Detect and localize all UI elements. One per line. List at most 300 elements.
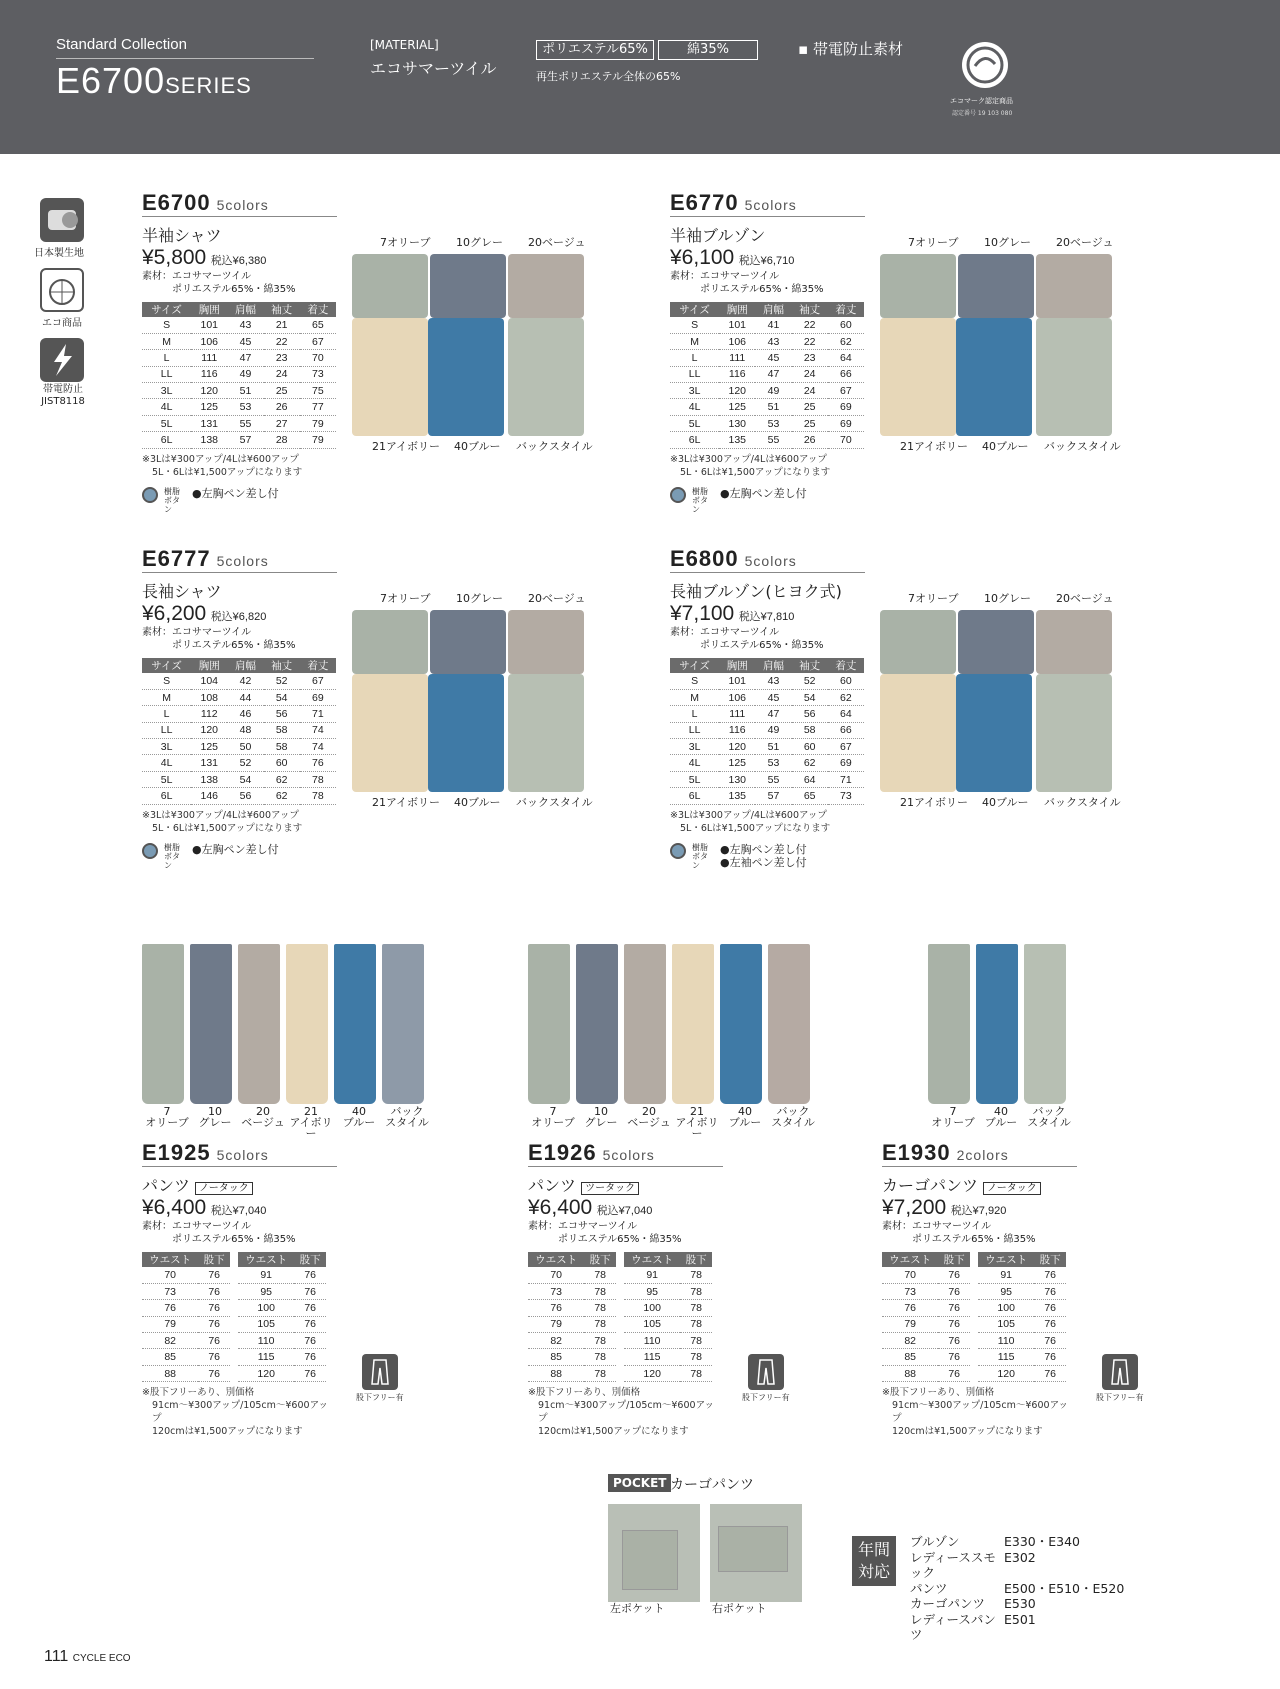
size-note: ※3Lは¥300アップ/4Lは¥600アップ <box>142 809 299 821</box>
fiber-line: ポリエステル65%・綿35% <box>558 1234 682 1245</box>
table-cell: 66 <box>828 722 864 738</box>
table-cell: 106 <box>719 689 755 705</box>
table-cell: 120 <box>191 722 227 738</box>
table-row: 115 76 <box>238 1349 326 1365</box>
product-code: E1930 2colors <box>882 1140 1009 1165</box>
table-cell: 69 <box>828 399 864 415</box>
size-table-header: 胸囲 <box>191 658 227 673</box>
button-label: 樹脂ボタン <box>164 842 180 870</box>
size-table-header: サイズ <box>142 302 191 317</box>
table-cell: 67 <box>828 739 864 755</box>
table-row <box>142 755 336 771</box>
product-name: 半袖ブルゾン <box>670 226 766 245</box>
product-code: E1925 5colors <box>142 1140 269 1165</box>
table-cell: 66 <box>828 366 864 382</box>
size-note: ※3Lは¥300アップ/4Lは¥600アップ <box>670 809 827 821</box>
pants-color-label: 21 アイボリー <box>675 1105 719 1140</box>
table-row: 82 76 <box>142 1333 230 1349</box>
feature-list: ●左胸ペン差し付 ●左袖ペン差し付 <box>720 842 807 869</box>
table-row: 110 76 <box>978 1333 1066 1349</box>
size-table <box>670 658 864 805</box>
table-cell: 52 <box>227 755 263 771</box>
resin-button-icon <box>670 487 686 503</box>
pants-photo <box>528 944 570 1104</box>
table-cell: 55 <box>755 432 791 448</box>
pants-photo <box>238 944 280 1104</box>
resin-button-icon <box>142 487 158 503</box>
product-name: 半袖シャツ <box>142 226 222 245</box>
table-cell: 43 <box>755 673 791 689</box>
material-name: エコサマーツイル <box>370 59 497 78</box>
size-table-header: サイズ <box>670 302 719 317</box>
fiber-line: ポリエステル65%・綿35% <box>172 640 296 651</box>
table-cell: 54 <box>227 771 263 787</box>
features-row <box>670 843 865 870</box>
eco-mark-label: エコマーク認定商品 <box>950 97 1013 105</box>
table-row: 70 78 <box>528 1267 616 1283</box>
color-label-ivory: 21アイボリー <box>900 796 969 809</box>
table-cell: 49 <box>227 366 263 382</box>
table-cell: 106 <box>191 333 227 349</box>
pants-photo <box>334 944 376 1104</box>
table-row <box>670 432 864 448</box>
inseam-note: 120cmは¥1,500アップになります <box>892 1426 1043 1438</box>
table-cell: 53 <box>227 399 263 415</box>
table-cell: 104 <box>191 673 227 689</box>
table-cell: 4L <box>142 755 191 771</box>
table-row: 110 78 <box>624 1333 712 1349</box>
table-cell: 78 <box>300 771 336 787</box>
product-E6800 <box>670 546 865 870</box>
table-row: 95 76 <box>238 1283 326 1299</box>
table-row: 91 76 <box>978 1267 1066 1283</box>
table-cell: 49 <box>755 383 791 399</box>
table-row <box>142 366 336 382</box>
resin-button-icon <box>670 843 686 859</box>
table-cell: 51 <box>755 399 791 415</box>
table-cell: 6L <box>670 788 719 804</box>
table-cell: 111 <box>719 706 755 722</box>
feature-antistatic: ▪ 帯電防止素材 <box>798 40 903 58</box>
size-table-header: 肩幅 <box>755 658 791 673</box>
inseam-note: ※股下フリーあり、別価格 <box>528 1387 641 1399</box>
color-label-ivory: 21アイボリー <box>372 440 441 453</box>
pants-color-label: 20 ベージュ <box>241 1105 285 1129</box>
waist-tables <box>142 1252 337 1382</box>
table-row <box>142 673 336 689</box>
table-cell: 57 <box>755 788 791 804</box>
size-table-header: 袖丈 <box>264 302 300 317</box>
table-cell: 43 <box>227 317 263 333</box>
table-cell: 44 <box>227 689 263 705</box>
table-cell: 6L <box>670 432 719 448</box>
table-cell: 130 <box>719 771 755 787</box>
color-label-olive: 7オリーブ <box>380 592 431 605</box>
table-cell: 65 <box>300 317 336 333</box>
garment-photo <box>956 674 1032 792</box>
table-cell: LL <box>142 722 191 738</box>
fiber-line: ポリエステル65%・綿35% <box>172 284 296 295</box>
table-row <box>142 689 336 705</box>
table-row: 88 76 <box>142 1365 230 1381</box>
size-note: 5L・6Lは¥1,500アップになります <box>152 822 303 834</box>
table-cell: 22 <box>792 317 828 333</box>
table-cell: 53 <box>755 415 791 431</box>
product-E1925 <box>142 1140 337 1438</box>
table-row <box>142 383 336 399</box>
table-row: 76 78 <box>528 1300 616 1316</box>
pants-photo <box>576 944 618 1104</box>
table-cell: 5L <box>670 415 719 431</box>
table-cell: 112 <box>191 706 227 722</box>
table-cell: 70 <box>828 432 864 448</box>
table-cell: 116 <box>191 366 227 382</box>
table-cell: 62 <box>828 689 864 705</box>
price: ¥7,200 税込¥7,920 <box>882 1196 1007 1219</box>
table-cell: 43 <box>755 333 791 349</box>
table-cell: 64 <box>828 706 864 722</box>
color-label-gray: 10グレー <box>456 236 503 249</box>
inseam-free-label: 股下フリー有 <box>1096 1393 1144 1402</box>
table-cell: 71 <box>300 706 336 722</box>
product-name: パンツ ツータック <box>528 1173 723 1196</box>
table-cell: 56 <box>264 706 300 722</box>
table-cell: 25 <box>792 399 828 415</box>
material-line: 素材：エコサマーツイル <box>528 1221 638 1232</box>
table-row: 100 76 <box>238 1300 326 1316</box>
waist-table: ウエスト 股下 70 76 73 76 76 76 79 76 82 76 85 76 88 76 <box>142 1252 230 1382</box>
table-row <box>142 415 336 431</box>
color-label-olive: 7オリーブ <box>908 236 959 249</box>
table-cell: 22 <box>792 333 828 349</box>
table-cell: L <box>670 706 719 722</box>
table-row: 120 76 <box>978 1365 1066 1381</box>
year-round-item: レディーススモック E302 <box>910 1549 1036 1580</box>
inseam-free-label: 股下フリー有 <box>742 1393 790 1402</box>
table-cell: 116 <box>719 722 755 738</box>
fiber-badge-polyester: ポリエステル65% <box>536 40 654 60</box>
color-label-ivory: 21アイボリー <box>372 796 441 809</box>
year-round-list <box>910 1534 1124 1643</box>
table-cell: 76 <box>300 755 336 771</box>
table-row <box>670 350 864 366</box>
table-cell: 64 <box>792 771 828 787</box>
garment-photo <box>428 318 504 436</box>
product-code: E6777 5colors <box>142 546 269 571</box>
table-cell: 26 <box>264 399 300 415</box>
table-cell: 23 <box>792 350 828 366</box>
color-label-ivory: 21アイボリー <box>900 440 969 453</box>
product-code: E6700 5colors <box>142 190 269 215</box>
table-cell: 51 <box>755 739 791 755</box>
inseam-note: 91cm〜¥300アップ/105cm〜¥600アップ <box>538 1400 714 1425</box>
table-cell: 62 <box>264 771 300 787</box>
garment-photo <box>880 254 956 318</box>
eco-mark-number: 認定番号 19 103 080 <box>952 110 1013 117</box>
table-row: 95 76 <box>978 1283 1066 1299</box>
table-row: 105 78 <box>624 1316 712 1332</box>
table-cell: 73 <box>300 366 336 382</box>
table-cell: 125 <box>191 399 227 415</box>
table-cell: 138 <box>191 771 227 787</box>
material-line: 素材：エコサマーツイル <box>670 627 780 638</box>
inseam-note: 120cmは¥1,500アップになります <box>152 1426 303 1438</box>
color-label-blue: 40ブルー <box>982 796 1029 809</box>
table-cell: 25 <box>792 415 828 431</box>
table-row <box>142 739 336 755</box>
color-label-beige: 20ベージュ <box>528 592 586 605</box>
garment-photo <box>1036 318 1112 436</box>
button-label: 樹脂ボタン <box>692 842 708 870</box>
garment-photo <box>1036 254 1112 318</box>
table-cell: 23 <box>264 350 300 366</box>
inseam-free-icon <box>1102 1354 1138 1390</box>
table-cell: 46 <box>227 706 263 722</box>
table-row: 70 76 <box>882 1267 970 1283</box>
table-cell: L <box>142 350 191 366</box>
table-row <box>142 432 336 448</box>
size-table-header: サイズ <box>670 658 719 673</box>
table-row <box>142 771 336 787</box>
table-cell: 65 <box>792 788 828 804</box>
table-cell: 5L <box>670 771 719 787</box>
garment-photo <box>1036 610 1112 674</box>
product-E1926 <box>528 1140 723 1438</box>
inseam-note: ※股下フリーあり、別価格 <box>142 1387 255 1399</box>
table-cell: 24 <box>792 366 828 382</box>
table-cell: 135 <box>719 788 755 804</box>
fiber-badge-cotton: 綿35% <box>658 40 758 60</box>
table-row: 100 78 <box>624 1300 712 1316</box>
page-number: 111 CYCLE ECO <box>44 1648 131 1665</box>
table-row: 95 78 <box>624 1283 712 1299</box>
garment-photo <box>430 254 506 318</box>
antistatic-label: 帯電防止 JIST8118 <box>41 384 85 407</box>
table-cell: 53 <box>755 755 791 771</box>
table-cell: 58 <box>264 722 300 738</box>
table-cell: 24 <box>264 366 300 382</box>
table-cell: 4L <box>142 399 191 415</box>
product-name: 長袖シャツ <box>142 582 222 601</box>
code-underline <box>670 216 865 217</box>
table-row <box>142 317 336 333</box>
product-name: カーゴパンツ ノータック <box>882 1173 1077 1196</box>
table-cell: 67 <box>300 333 336 349</box>
table-row: 105 76 <box>978 1316 1066 1332</box>
garment-photo <box>880 610 956 674</box>
code-underline <box>142 572 337 573</box>
table-cell: 45 <box>227 333 263 349</box>
pants-photo <box>768 944 810 1104</box>
inseam-note: 91cm〜¥300アップ/105cm〜¥600アップ <box>892 1400 1068 1425</box>
garment-photo <box>352 610 428 674</box>
table-cell: M <box>142 689 191 705</box>
fiber-line: ポリエステル65%・綿35% <box>912 1234 1036 1245</box>
table-cell: S <box>142 317 191 333</box>
size-table-header: 胸囲 <box>719 302 755 317</box>
table-row: 85 76 <box>142 1349 230 1365</box>
waist-table: ウエスト 股下 91 76 95 76 100 76 105 76 110 76 115 76 120 76 <box>238 1252 326 1382</box>
table-cell: 58 <box>792 722 828 738</box>
table-cell: 3L <box>142 383 191 399</box>
color-label-beige: 20ベージュ <box>1056 592 1114 605</box>
table-row <box>142 706 336 722</box>
pants-photo <box>190 944 232 1104</box>
garment-photo <box>352 318 428 436</box>
pants-color-label: 7 オリーブ <box>145 1105 189 1129</box>
table-cell: 125 <box>719 399 755 415</box>
table-cell: 54 <box>264 689 300 705</box>
pants-color-label: 10 グレー <box>198 1105 232 1129</box>
table-cell: 101 <box>191 317 227 333</box>
pants-color-label: 40 ブルー <box>984 1105 1018 1129</box>
table-cell: 111 <box>191 350 227 366</box>
material-line: 素材：エコサマーツイル <box>142 271 252 282</box>
table-cell: 3L <box>142 739 191 755</box>
table-row <box>670 366 864 382</box>
product-code: E6770 5colors <box>670 190 797 215</box>
resin-button-icon <box>142 843 158 859</box>
table-cell: 64 <box>828 350 864 366</box>
year-round-item: パンツ E500・E510・E520 <box>910 1580 1125 1596</box>
table-row <box>670 317 864 333</box>
price: ¥5,800 税込¥6,380 <box>142 246 267 269</box>
table-cell: 111 <box>719 350 755 366</box>
color-label-gray: 10グレー <box>984 592 1031 605</box>
inseam-free-label: 股下フリー有 <box>356 1393 404 1402</box>
size-table-header: 着丈 <box>828 302 864 317</box>
pants-color-label: 21 アイボリー <box>289 1105 333 1140</box>
table-cell: 28 <box>264 432 300 448</box>
year-round-item: レディースパンツ E501 <box>910 1611 1036 1642</box>
table-cell: 4L <box>670 755 719 771</box>
inseam-note: 120cmは¥1,500アップになります <box>538 1426 689 1438</box>
table-cell: 4L <box>670 399 719 415</box>
material-line: 素材：エコサマーツイル <box>882 1221 992 1232</box>
material-line: 素材：エコサマーツイル <box>142 627 252 638</box>
table-cell: 21 <box>264 317 300 333</box>
size-table-header: 肩幅 <box>227 658 263 673</box>
table-cell: M <box>670 689 719 705</box>
table-cell: 41 <box>755 317 791 333</box>
color-label-gray: 10グレー <box>456 592 503 605</box>
table-cell: 60 <box>792 739 828 755</box>
table-cell: 62 <box>828 333 864 349</box>
table-row: 79 76 <box>142 1316 230 1332</box>
back-style-label: バックスタイル <box>516 440 593 453</box>
color-label-beige: 20ベージュ <box>1056 236 1114 249</box>
table-cell: 48 <box>227 722 263 738</box>
table-row: 85 76 <box>882 1349 970 1365</box>
table-row: 73 76 <box>882 1283 970 1299</box>
table-row <box>670 383 864 399</box>
button-label: 樹脂ボタン <box>164 486 180 514</box>
table-cell: 47 <box>227 350 263 366</box>
table-cell: 108 <box>191 689 227 705</box>
table-cell: 116 <box>719 366 755 382</box>
pants-photo <box>720 944 762 1104</box>
fiber-line: ポリエステル65%・綿35% <box>172 1234 296 1245</box>
table-row <box>142 399 336 415</box>
table-cell: 146 <box>191 788 227 804</box>
button-label: 樹脂ボタン <box>692 486 708 514</box>
table-row: 85 78 <box>528 1349 616 1365</box>
garment-photo <box>428 674 504 792</box>
table-cell: 49 <box>755 722 791 738</box>
table-cell: M <box>670 333 719 349</box>
product-name: 長袖ブルゾン(ヒヨク式) <box>670 582 842 601</box>
pants-photo <box>1024 944 1066 1104</box>
table-row <box>670 722 864 738</box>
waist-table: ウエスト 股下 91 76 95 76 100 76 105 76 110 76 115 76 120 76 <box>978 1252 1066 1382</box>
color-label-blue: 40ブルー <box>454 440 501 453</box>
table-cell: 24 <box>792 383 828 399</box>
table-cell: 54 <box>792 689 828 705</box>
price: ¥7,100 税込¥7,810 <box>670 602 795 625</box>
table-row <box>670 333 864 349</box>
table-row: 82 78 <box>528 1333 616 1349</box>
pants-color-label: バック スタイル <box>1027 1105 1071 1129</box>
table-cell: 101 <box>719 317 755 333</box>
table-cell: 45 <box>755 350 791 366</box>
size-note: 5L・6Lは¥1,500アップになります <box>680 466 831 478</box>
table-cell: LL <box>670 366 719 382</box>
table-cell: 78 <box>300 788 336 804</box>
size-table-header: 胸囲 <box>719 658 755 673</box>
table-row <box>670 755 864 771</box>
table-cell: 56 <box>792 706 828 722</box>
table-row: 79 76 <box>882 1316 970 1332</box>
garment-photo <box>958 610 1034 674</box>
garment-photo <box>508 254 584 318</box>
table-row <box>670 788 864 804</box>
pants-photo <box>928 944 970 1104</box>
table-row: 110 76 <box>238 1333 326 1349</box>
code-underline <box>882 1166 1077 1167</box>
feature-list: ●左胸ペン差し付 <box>192 842 279 856</box>
table-cell: 6L <box>142 432 191 448</box>
inseam-free-icon <box>362 1354 398 1390</box>
product-E6770 <box>670 190 865 514</box>
table-row: 105 76 <box>238 1316 326 1332</box>
material-line: 素材：エコサマーツイル <box>142 1221 252 1232</box>
code-underline <box>142 216 337 217</box>
size-table-header: 肩幅 <box>755 302 791 317</box>
table-cell: 71 <box>828 771 864 787</box>
price: ¥6,100 税込¥6,710 <box>670 246 795 269</box>
table-cell: 60 <box>828 317 864 333</box>
recycle-icon <box>40 268 84 312</box>
left-pocket-photo <box>608 1504 700 1602</box>
color-label-gray: 10グレー <box>984 236 1031 249</box>
size-table <box>142 658 336 805</box>
header-divider <box>56 58 314 59</box>
color-label-blue: 40ブルー <box>454 796 501 809</box>
table-row: 73 76 <box>142 1283 230 1299</box>
table-row <box>670 739 864 755</box>
material-tag: [MATERIAL] <box>370 38 439 52</box>
garment-photo <box>880 674 956 792</box>
table-cell: 6L <box>142 788 191 804</box>
code-underline <box>142 1166 337 1167</box>
waist-table: ウエスト 股下 70 76 73 76 76 76 79 76 82 76 85 76 88 76 <box>882 1252 970 1382</box>
table-row <box>670 673 864 689</box>
color-label-olive: 7オリーブ <box>908 592 959 605</box>
table-cell: 74 <box>300 739 336 755</box>
feature-list: ●左胸ペン差し付 <box>192 486 279 500</box>
table-cell: 3L <box>670 739 719 755</box>
year-round-badge: 年間 対応 <box>852 1536 896 1586</box>
